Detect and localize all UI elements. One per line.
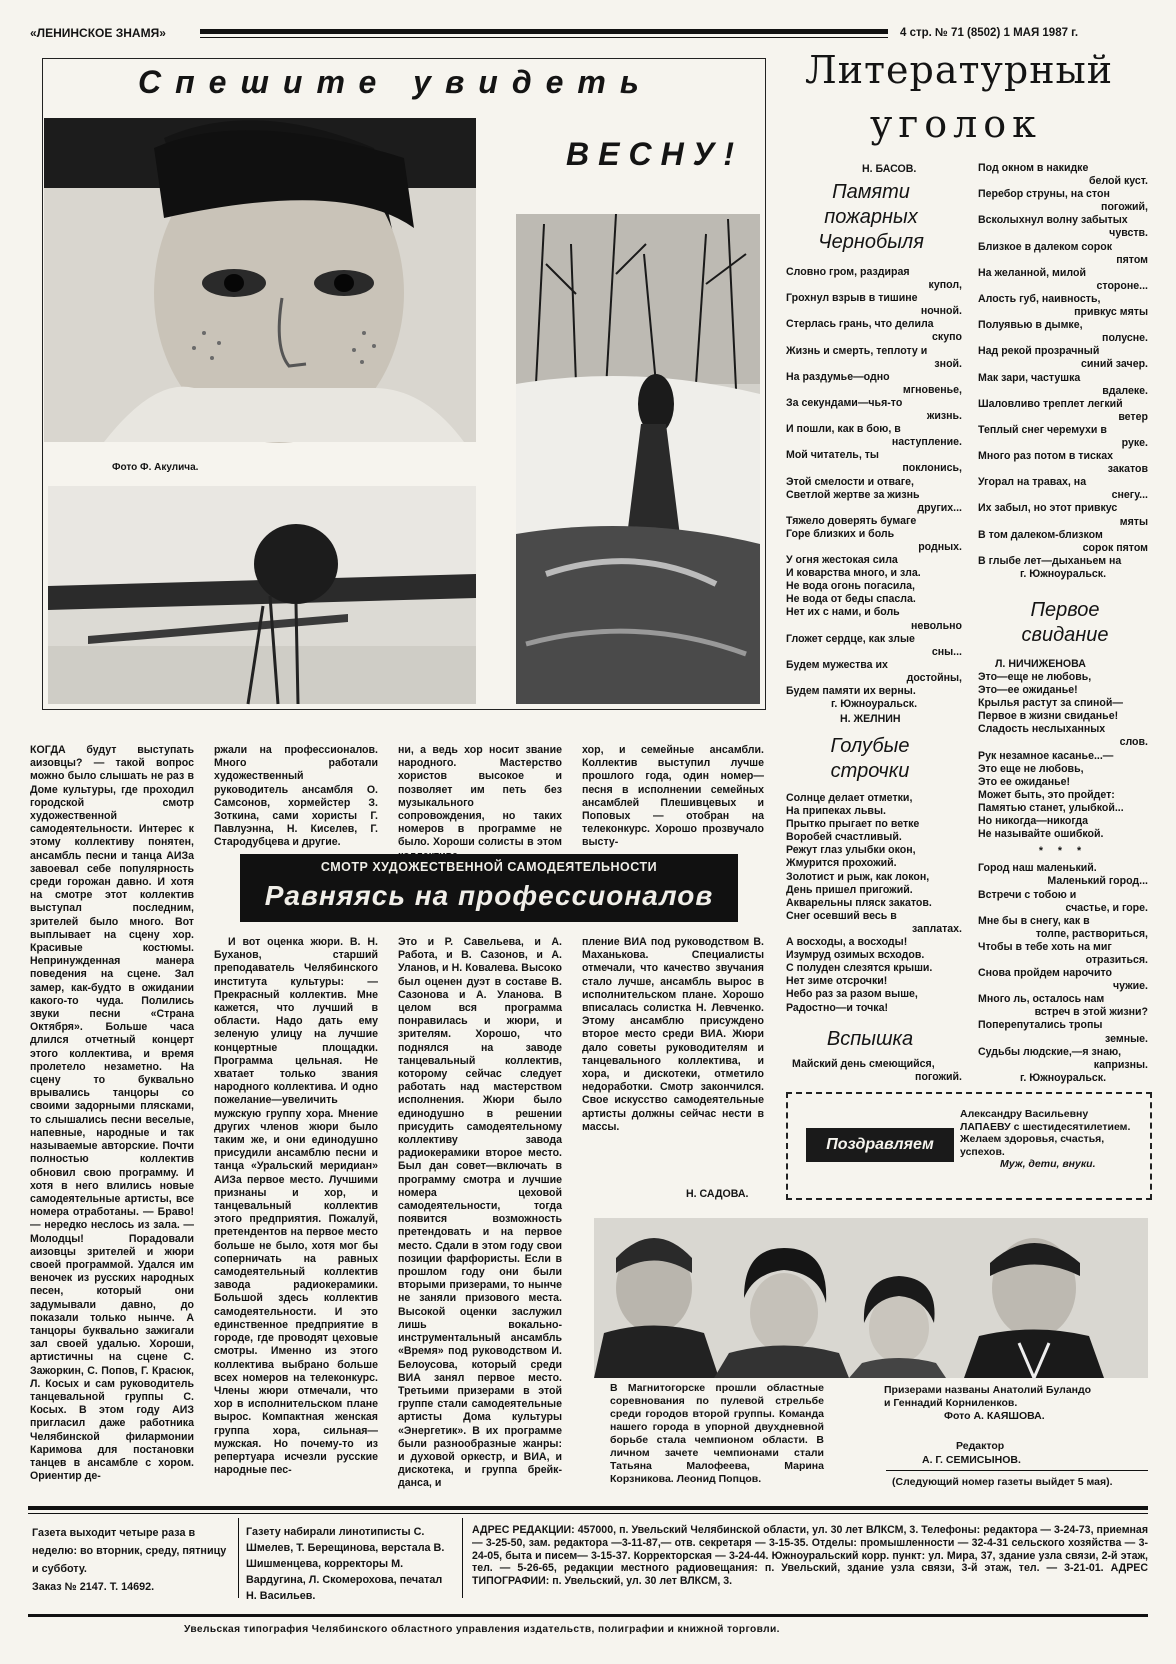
poem-line: ночной. bbox=[920, 305, 962, 318]
poem-line: Это еще не любовь, bbox=[978, 762, 1084, 775]
footer-schedule bbox=[32, 1524, 232, 1596]
poem-line: Шаловливо треплет легкий bbox=[978, 397, 1123, 410]
poem2-text bbox=[786, 792, 962, 1015]
congrats-message: Александру Васильевну ЛАПАЕВУ с шестидесятилетием. Желаем здоровья, счастья, успехов. bbox=[960, 1108, 1131, 1158]
poem-line: Полуявью в дымке, bbox=[978, 319, 1083, 332]
footer-rule-top2 bbox=[28, 1513, 1148, 1514]
poem-line: Много ль, осталось нам bbox=[978, 993, 1105, 1006]
poem-line: Жизнь и смерть, теплоту и bbox=[786, 344, 928, 357]
article-kicker: СМОТР ХУДОЖЕСТВЕННОЙ САМОДЕЯТЕЛЬНОСТИ bbox=[320, 860, 658, 874]
poem-line: полусне. bbox=[1102, 332, 1148, 345]
poem-line: г. Южноуральск. bbox=[830, 698, 918, 711]
footer-printer: Увельская типография Челябинского областного управления издательств, полиграфии и книжной торговли. bbox=[184, 1624, 780, 1635]
poem-line: Не вода огонь погасила, bbox=[786, 580, 915, 593]
poem-line: наступление. bbox=[891, 436, 962, 449]
article-paragraph: Это и Р. Савельева, и А. Работа, и В. Сазонов, и А. Уланов, и Н. Ковалева. Высоко был оценен дуэт в составе В. Сазонова и А. Уланова. В целом вся программа понравилась и жюри, и зрителям. Хорошо, что поднялся на заводе танцевальный коллектив, которому сейчас следует работать над мастерством исполнения. Жюри было единодушно в решении присудить самодеятельному коллективу завода радиокерамики второе место. Был дан совет—включать в программу смотра и лучшие номера цеховой самодеятельности, тогда появится возможность претендовать и на первое место. Сдали в этом году свои позиции фарфористы. Если в прошлом году они были вторыми призерами, то нынче не заняли призового места. Высокой оценки заслужил лишь вокально-инструментальный ансамбль «Время» под руководством И. Белоусова, который среди ВИА занял первое место. Третьими призерами в этой группе стали самодеятельные артисты Дома культуры «Энергетик». В их программе были разнообразные жанры: и духовой оркестр, и ВИА, и дискотека, и группа брейк-данса, и bbox=[398, 936, 562, 1490]
poem-line: сны... bbox=[931, 645, 962, 658]
poem-line: Может быть, это пройдет: bbox=[978, 788, 1115, 801]
literary-heading-line2: уголок bbox=[870, 102, 1042, 146]
poem-line: пятом bbox=[1116, 253, 1148, 266]
poem-line: чужие. bbox=[1112, 980, 1148, 993]
footer-rule-top bbox=[28, 1506, 1148, 1510]
poem-line: сорок пятом bbox=[1082, 541, 1148, 554]
poem-line: невольно bbox=[911, 619, 962, 632]
poem-line: Город наш маленький. bbox=[978, 862, 1097, 875]
winners-photo-credit: Фото А. КАЯШОВА. bbox=[944, 1410, 1045, 1422]
article-paragraph: КОГДА будут выступать аизовцы? — такой вопрос можно было слышать не раз в Доме культуры, где проходил городской смотр художественной самодеятельности. Интерес к этому коллективу понятен, ансамбль песни и танца АИЗа завоевал себе популярность среди горожан давно. И хотя на смотре этот коллектив выступал последним, зрителей было много. Вот выплывает на сцену хор. Красивые костюмы. Непринужденная манера поведения на сцене. Зал замер, как-будто в ожидании какого-то чуда. Полились звуки песни «Страна Октября». Больше часа длился отчетный концерт этого коллектива, и время пролетело незаметно. На сцену то буквально врывались танцоры со своими задорными плясками, то слышались песни веселые, напевные, народные и так называемые авторские. Почти полностью коллектив обновил свою программу. И хотя в него влились новые самодеятельные артисты, все номера отработаны. — Браво! — нередко неслось из зала. — Молодцы! Порадовали аизовцы зрителей и жюри своей программой. Удался им веночек из русских народных песен, который они задумывали давно, до показали только нынче. А танцоры буквально зажигали зал своей удалью. Хороши, артистичны на сцене С. Зажоркин, С. Попов, Г. Красюк, Л. Косых и сам руководитель танцевальной группы С. Косых. В этом году АИЗ пригласил даже работника Челябинской филармонии Каримова для постановки танцев в ансамбле с хором. Ориентир де- bbox=[30, 744, 194, 1483]
poem-line: День пришел пригожий. bbox=[786, 883, 913, 896]
poem-line: И пошли, как в бою, в bbox=[786, 423, 901, 436]
congrats-text bbox=[960, 1108, 1140, 1171]
poem-line: Маленький город... bbox=[1047, 875, 1148, 888]
poem-line: привкус мяты bbox=[1074, 306, 1148, 319]
footer-rule-bottom bbox=[28, 1614, 1148, 1617]
poem-line: С полуден слезятся крыши. bbox=[786, 962, 933, 975]
footer-order: Заказ № 2147. Т. 14692. bbox=[32, 1581, 155, 1593]
poem-separator: * * * bbox=[1038, 845, 1088, 858]
article-headline: Равняясь на профессионалов bbox=[264, 880, 714, 911]
winners-caption-left: В Магнитогорске прошли областные соревнования по пулевой стрельбе среди городов второй группы. Команда нашего города в упорной двухдневной борьбе стала чемпионом области. В личном зачете чемпионами стали Татьяна Малофеева, Марина Корзникова. Леонид Попцов. bbox=[610, 1382, 824, 1485]
poem-line: Сладость неслыханных bbox=[978, 723, 1106, 736]
poem-line: Золотист и рыж, как локон, bbox=[786, 870, 930, 883]
poem-line: других... bbox=[917, 501, 962, 514]
poem-line: И коварства много, и зла. bbox=[786, 567, 921, 580]
footer-staff: Газету набирали линотиписты С. Шмелев, Т. Берещинова, верстала В. Шишменцева, корректоры М. Вардугина, Л. Скомерохова, печатал Н. Васильев. bbox=[246, 1526, 445, 1602]
poem5-author: Л. НИЧИЖЕНОВА bbox=[995, 658, 1086, 670]
poem-line: стороне... bbox=[1096, 279, 1148, 292]
poem-line: Светлой жертве за жизнь bbox=[786, 488, 920, 501]
poem-line: Будем мужества их bbox=[786, 658, 888, 671]
poem1-title: Памяти пожарных Чернобыля bbox=[818, 181, 924, 253]
poem-line: Небо раз за разом выше, bbox=[786, 988, 918, 1001]
congrats-banner bbox=[806, 1128, 954, 1162]
poem-line: отразиться. bbox=[1085, 953, 1148, 966]
poem-line: г. Южноуральск. bbox=[1019, 1071, 1107, 1084]
poem-line: заплатах. bbox=[912, 922, 962, 935]
poem5-text bbox=[978, 671, 1148, 1085]
poem-line: синий зачер. bbox=[1081, 358, 1148, 371]
poem-line: Памятью станет, улыбкой... bbox=[978, 801, 1124, 814]
poem-line: Чтобы в тебе хоть на миг bbox=[978, 940, 1112, 953]
article-col3 bbox=[398, 936, 562, 1502]
issue-info: 4 стр. № 71 (8502) 1 МАЯ 1987 г. bbox=[900, 27, 1079, 39]
poem1-author: Н. БАСОВ. bbox=[862, 163, 917, 175]
poem-line: жизнь. bbox=[926, 410, 962, 423]
poem-line: погожий, bbox=[1101, 201, 1148, 214]
poem-line: Режут глаз улыбки окон, bbox=[786, 844, 916, 857]
poem-line: Не вода от беды спасла. bbox=[786, 593, 916, 606]
article-kicker-bar bbox=[240, 854, 738, 922]
poem-line: Угорал на травах, на bbox=[978, 476, 1087, 489]
poem1-text bbox=[786, 266, 962, 711]
poem-line: ветер bbox=[1118, 410, 1148, 423]
poem-line: руке. bbox=[1121, 436, 1148, 449]
article-paragraph: И вот оценка жюри. В. Н. Буханов, старший преподаватель Челябинского института культуры: — Прекрасный коллектив. Мне кажется, что лучший в области. Надо дать ему зеленую улицу на лучшие концертные площадки. Программа цельная. Не хватает только звания народного коллектива. И одно пожелание—увеличить мужскую группу хора. Мнение других членов жюри было таким же, и они единодушно присудили ансамблю песни и танца «Уральский меридиан» АИЗа первое место. Лучшими признаны и хор, и танцевальный коллектив этого предприятия. Пожалуй, претендентов на первое место больше не было, хотя мог бы соперничать на равных самодеятельный коллектив завода радиокерамики. Большой здесь коллектив самодеятельности. И это единственное предприятие в городе, где проводят цеховые смотры. Именно из этого коллектива выбрано больше всех номеров на телеконкурс. Члены жюри отмечали, что хор в исполнительском плане вырос. Компактная женская группа хора, сильная—мужская. Но почему-то из репертуара исчезли русские народные пес- bbox=[214, 936, 378, 1477]
poem-line: купол, bbox=[928, 279, 962, 292]
poem-line: Изумруд озимых всходов. bbox=[786, 949, 925, 962]
poem-line: белой куст. bbox=[1089, 175, 1148, 188]
footer-divider bbox=[238, 1518, 239, 1598]
poem5-title: Первое свидание bbox=[1021, 599, 1109, 646]
poem-line: вдалеке. bbox=[1102, 384, 1148, 397]
article-signature: Н. САДОВА. bbox=[686, 1188, 749, 1200]
poem-line: Гложет сердце, как злые bbox=[786, 632, 915, 645]
footer-divider bbox=[462, 1518, 463, 1598]
poem3-title: Вспышка bbox=[826, 1028, 914, 1050]
poem-line: Не называйте ошибкой. bbox=[978, 828, 1104, 841]
poem-line: мгновенье, bbox=[902, 383, 962, 396]
poem-line: У огня жестокая сила bbox=[786, 554, 898, 567]
congrats-banner-text: Поздравляем bbox=[826, 1136, 934, 1153]
poem-line: Поперепутались тропы bbox=[978, 1019, 1103, 1032]
poem-line: Радостно—и точка! bbox=[786, 1001, 889, 1014]
poem3-text bbox=[786, 1058, 962, 1084]
poem-line: Алость губ, наивность, bbox=[978, 292, 1101, 305]
article-paragraph: пление ВИА под руководством В. Маханькова. Специалисты отмечали, что качество звучания стало лучше, ансамбль вырос в исполнительском плане. Хорошо вписалась солистка Н. Левченко. Этому ансамблю присуждено второе место среди ВИА. Жюри дало советы руководителям и танцевального коллектива, и хора, и дискотеки, отметило недоработки. Смотр закончился. Свое искусство самодеятельные артисты должны сейчас нести в массы. bbox=[582, 936, 764, 1133]
spring-title-line1: Спешите увидеть bbox=[138, 64, 653, 100]
poem-line: капризны. bbox=[1093, 1058, 1148, 1071]
poem-line: земные. bbox=[1105, 1032, 1148, 1045]
article-paragraph: хор, и семейные ансамбли. Коллектив выступил лучше прошлого года, один номер— песня в исполнении семейных ансамблей Плешивцевых и Поповых — отобран на телеконкурс. Хорошо прозвучало высту- bbox=[582, 744, 764, 849]
poem-line: Но никогда—никогда bbox=[978, 815, 1088, 828]
hand-water-photo bbox=[48, 486, 476, 704]
winners-names: Призерами названы Анатолий Буландо и Геннадий Корниленков. bbox=[884, 1384, 1092, 1409]
poem-line: Всколыхнул волну забытых bbox=[978, 214, 1128, 227]
poem-line: Стерлась грань, что делила bbox=[786, 318, 934, 331]
poem-line: мяты bbox=[1119, 515, 1148, 528]
poem-line: счастье, и горе. bbox=[1065, 901, 1148, 914]
poem-line: Нет зиме отсрочки! bbox=[786, 975, 888, 988]
poem-line: Будем памяти их верны. bbox=[786, 685, 916, 697]
congrats-from: Муж, дети, внуки. bbox=[1000, 1158, 1096, 1171]
poem-line: Крылья растут за спиной— bbox=[978, 697, 1123, 710]
poem-line: Близкое в далеком сорок bbox=[978, 240, 1113, 253]
poem-line: Этой смелости и отваге, bbox=[786, 475, 914, 488]
spring-title-line2: ВЕСНУ! bbox=[566, 136, 743, 172]
poem2-author: Н. ЖЕЛНИН bbox=[840, 713, 901, 725]
poem-line: За секундами—чья-то bbox=[786, 396, 903, 409]
poem2-title: Голубые строчки bbox=[830, 735, 910, 782]
article-col4 bbox=[582, 936, 764, 1176]
poem-line: Перебор струны, на стон bbox=[978, 188, 1110, 201]
article-paragraph: ржали на профессионалов. Много работали художественный руководитель ансамбля О. Самсонов, хормейстер З. Зоткина, сами хористы Г. Павлуэнна, Н. Киселев, Г. Стародубцева и другие. bbox=[214, 744, 378, 849]
poem-line: Мне бы в снегу, как в bbox=[978, 914, 1090, 927]
poem-line: поклонись, bbox=[902, 462, 962, 475]
poem4-text bbox=[978, 162, 1148, 581]
poem-line: Мак зари, частушка bbox=[978, 371, 1081, 384]
poem-line: Акварельны пляск закатов. bbox=[786, 896, 932, 909]
next-issue: (Следующий номер газеты выйдет 5 мая). bbox=[892, 1476, 1113, 1488]
poem-line: Солнце делает отметки, bbox=[786, 792, 913, 804]
poem-line: Теплый снег черемухи в bbox=[978, 423, 1107, 436]
winners-caption-right bbox=[884, 1384, 1094, 1423]
winners-photo bbox=[594, 1218, 1148, 1378]
poem-line: Это ее ожиданье! bbox=[978, 775, 1071, 788]
poem-line: Снег осевший весь в bbox=[786, 909, 897, 922]
poem-line: Это—еще не любовь, bbox=[978, 671, 1092, 683]
poem-line: Снова пройдем нарочито bbox=[978, 967, 1112, 980]
poem-line: снегу... bbox=[1111, 489, 1148, 502]
poem-line: г. Южноуральск. bbox=[1019, 567, 1107, 580]
article-col2 bbox=[214, 936, 378, 1502]
poem-line: В глыбе лет—дыханьем на bbox=[978, 554, 1122, 567]
poem-line: слов. bbox=[1119, 736, 1148, 749]
masthead-rule bbox=[200, 29, 888, 34]
poem-line: На припеках львы. bbox=[786, 805, 886, 818]
article-col1 bbox=[30, 744, 194, 1502]
boy-portrait-photo bbox=[44, 118, 476, 442]
poem-line: чувств. bbox=[1109, 227, 1148, 240]
poem-line: Тяжело доверять бумаге bbox=[786, 514, 917, 527]
poem-line: погожий. bbox=[915, 1071, 962, 1084]
poem-line: Нет их с нами, и боль bbox=[786, 606, 900, 619]
article-paragraph: ни, а ведь хор носит звание народного. Мастерство хористов высокое и позволяет им петь без музыкального сопровождения, но таких номеров в программе не было. Хороши солисты в этом bbox=[398, 744, 562, 849]
poem-line: В том далеком-близком bbox=[978, 528, 1103, 541]
poem-line: Прытко прыгает по ветке bbox=[786, 818, 920, 831]
paper-name: «ЛЕНИНСКОЕ ЗНАМЯ» bbox=[30, 26, 166, 40]
poem-line: закатов bbox=[1107, 463, 1148, 476]
poem-line: Первое в жизни свиданье! bbox=[978, 710, 1119, 723]
editor-name: А. Г. СЕМИСЫНОВ. bbox=[922, 1454, 1021, 1466]
poem-line: Жмурится прохожий. bbox=[786, 857, 897, 870]
article-col2-top bbox=[214, 744, 378, 854]
poem-line: толпе, раствориться, bbox=[1035, 927, 1148, 940]
poem-line: Майский день смеющийся, bbox=[792, 1058, 935, 1070]
footer-schedule-text: Газета выходит четыре раза в неделю: во вторник, среду, пятницу и субботу. bbox=[32, 1527, 227, 1575]
masthead-rule-thin bbox=[200, 37, 888, 38]
poem-line: А восходы, а восходы! bbox=[786, 936, 908, 949]
forest-stream-photo bbox=[516, 214, 760, 704]
editor-rule bbox=[886, 1470, 1148, 1471]
poem-line: На желанной, милой bbox=[978, 266, 1086, 279]
poem-line: Рук незамное касанье...— bbox=[978, 749, 1114, 762]
poem-line: На раздумье—одно bbox=[786, 370, 890, 383]
poem-line: Над рекой прозрачный bbox=[978, 345, 1100, 358]
poem-line: Встречи с тобою и bbox=[978, 888, 1077, 901]
footer-address: АДРЕС РЕДАКЦИИ: 457000, п. Увельский Челябинской области, ул. 30 лет ВЛКСМ, 3. Телефоны: редактора — 3-24-73, приемная — 3-25-50, зам. редактора —3-11-87,— отв. секретаря — 3-15-35. Отделы: промышленности — 32-4-31 сельского хозяйства — 3-24-05, быта и писем— 3-15-37. Корректорская — 3-24-44. Южноуральский корр. пункт: ул. Мира, 37, здание узла связи, 2-й этаж, тел. — 5-26-65, редакции местного радиовещания: п. Увельский, здание узла связи, 3-й этаж, тел. — 3-21-01. АДРЕС ТИПОГРАФИИ: п. Увельский, ул. 30 лет ВЛКСМ, 3. bbox=[472, 1524, 1148, 1588]
poem-line: Воробей счастливый. bbox=[786, 831, 902, 844]
poem-line: Много раз потом в тисках bbox=[978, 450, 1113, 463]
editor-label: Редактор bbox=[956, 1440, 1005, 1452]
poem-line: Грохнул взрыв в тишине bbox=[786, 292, 918, 305]
poem-line: Это—ее ожиданье! bbox=[978, 684, 1078, 697]
photo-credit: Фото Ф. Акулича. bbox=[112, 462, 199, 473]
poem-line: Судьбы людские,—я знаю, bbox=[978, 1045, 1122, 1058]
poem-line: зной. bbox=[934, 357, 962, 370]
poem-line: родных. bbox=[918, 540, 962, 553]
article-col3-top bbox=[398, 744, 562, 854]
poem-line: Мой читатель, ты bbox=[786, 449, 879, 462]
poem-line: Горе близких и боль bbox=[786, 527, 895, 540]
literary-heading-line1: Литературный bbox=[805, 48, 1114, 92]
poem-line: достойны, bbox=[906, 671, 962, 684]
poem-line: Их забыл, но этот привкус bbox=[978, 502, 1118, 515]
poem-line: Под окном в накидке bbox=[978, 162, 1089, 174]
poem-line: встреч в этой жизни? bbox=[1034, 1006, 1148, 1019]
poem-line: Словно гром, раздирая bbox=[786, 266, 910, 278]
poem-line: скупо bbox=[932, 331, 962, 344]
article-col4-top bbox=[582, 744, 764, 854]
